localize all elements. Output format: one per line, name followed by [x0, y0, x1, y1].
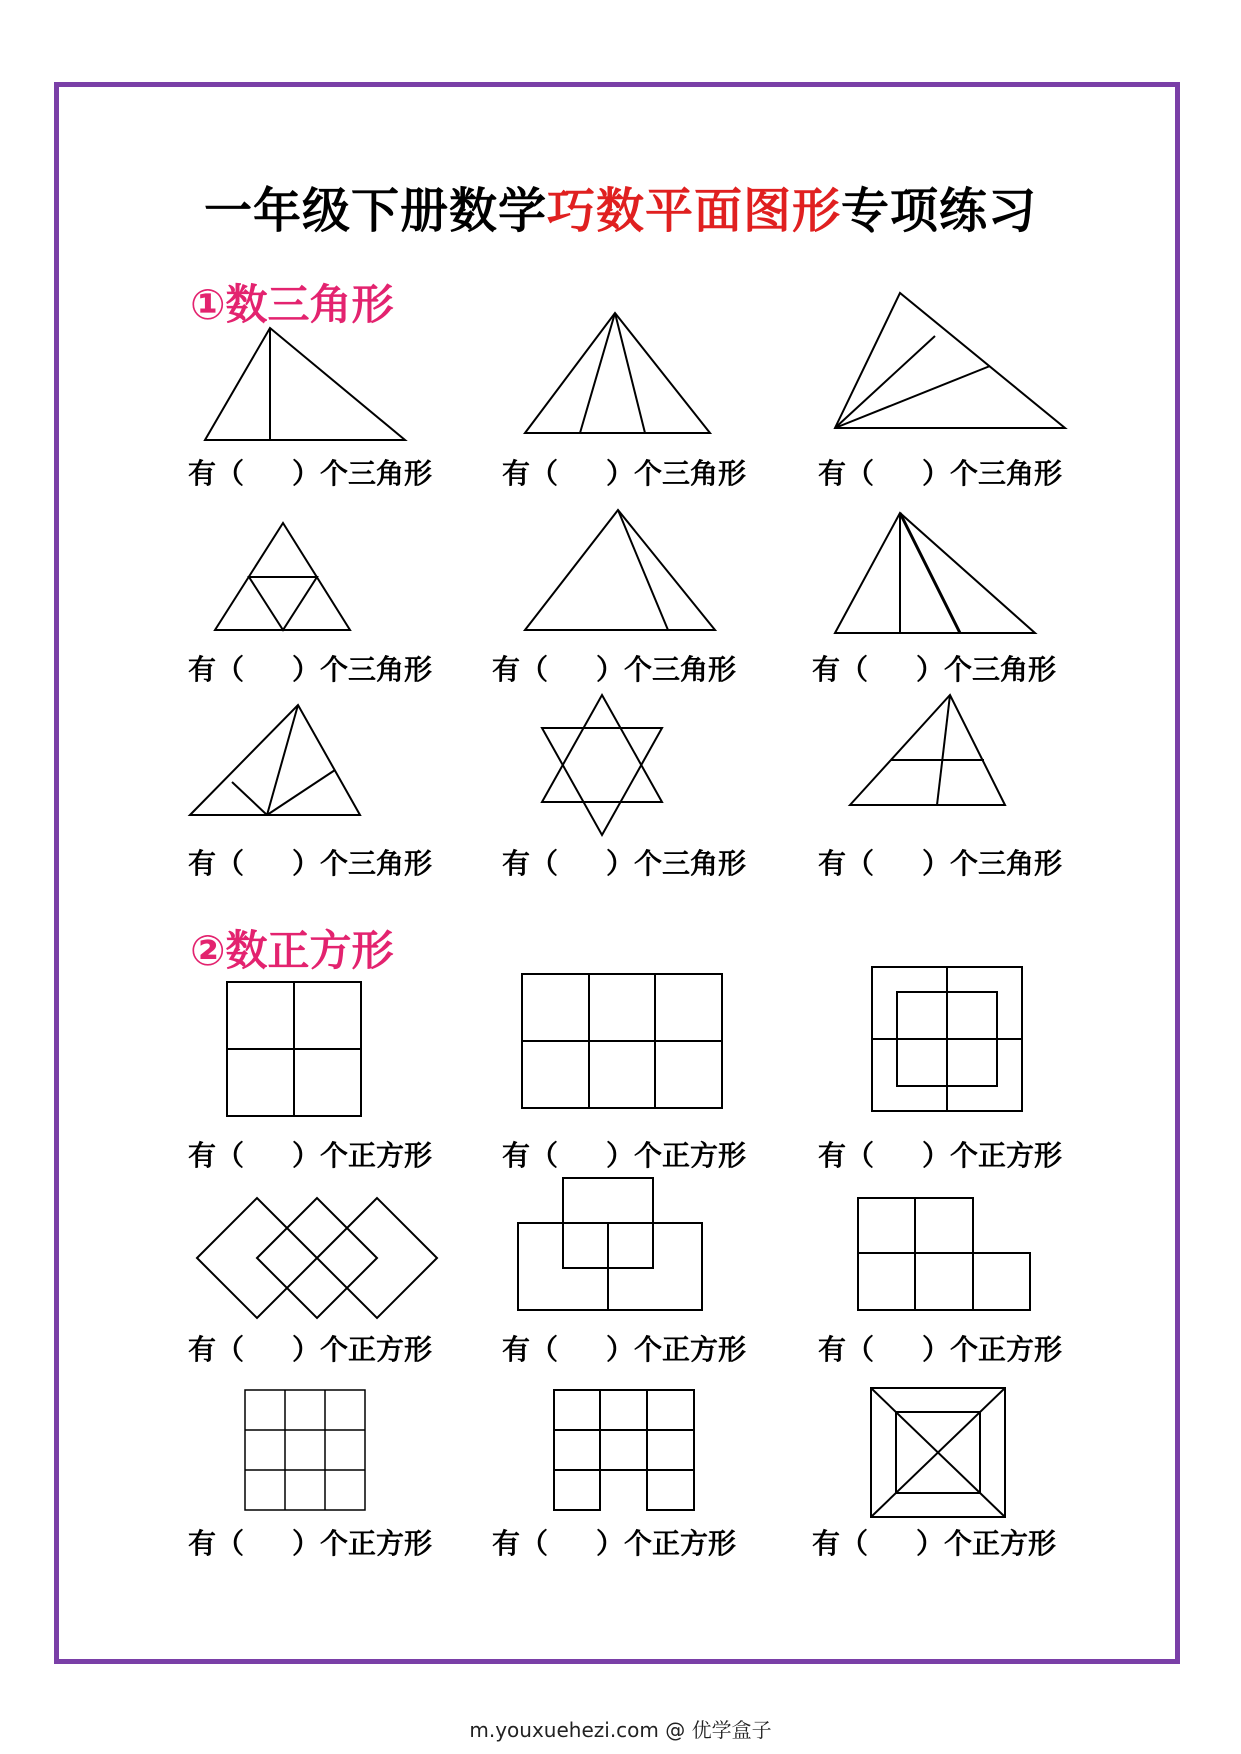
- triangle-figure-6: [830, 508, 1040, 638]
- triangle-answer-3: 有（ ）个三角形: [818, 457, 1063, 490]
- triangle-figure-2: [520, 308, 720, 438]
- square-answer-8: 有（ ）个正方形: [492, 1527, 737, 1560]
- triangle-figure-7: [185, 700, 365, 820]
- title-part2: 专项练习: [841, 183, 1038, 239]
- section-heading-triangles: ①数三角形: [190, 280, 394, 329]
- triangle-figure-5: [520, 505, 720, 635]
- page-title: [0, 172, 1241, 241]
- section-heading-squares: ②数正方形: [190, 926, 394, 975]
- square-figure-9: [868, 1385, 1008, 1520]
- square-figure-7-grid: [243, 1388, 368, 1513]
- square-answer-2: 有（ ）个正方形: [502, 1139, 747, 1172]
- triangle-figure-1: [200, 320, 410, 445]
- square-figure-1: [225, 980, 365, 1120]
- square-figure-8: [552, 1388, 697, 1513]
- square-answer-5: 有（ ）个正方形: [502, 1333, 747, 1366]
- square-answer-7: 有（ ）个正方形: [188, 1527, 433, 1560]
- square-answer-4: 有（ ）个正方形: [188, 1333, 433, 1366]
- square-figure-4-diamonds: [192, 1193, 442, 1323]
- square-figure-2: [520, 972, 725, 1112]
- triangle-answer-9: 有（ ）个三角形: [818, 847, 1063, 880]
- square-answer-9: 有（ ）个正方形: [812, 1527, 1057, 1560]
- triangle-answer-7: 有（ ）个三角形: [188, 847, 433, 880]
- title-part1: 一年级下册数学: [203, 183, 547, 239]
- footer-watermark: m.youxuehezi.com @ 优学盒子: [469, 1718, 772, 1742]
- triangle-answer-2: 有（ ）个三角形: [502, 457, 747, 490]
- triangle-figure-8-star: [530, 690, 675, 840]
- square-answer-1: 有（ ）个正方形: [188, 1139, 433, 1172]
- square-figure-6: [855, 1195, 1035, 1315]
- square-figure-5: [515, 1175, 705, 1315]
- title-highlight: 巧数平面图形: [546, 183, 841, 239]
- triangle-answer-5: 有（ ）个三角形: [492, 653, 737, 686]
- triangle-figure-4: [210, 520, 360, 635]
- triangle-answer-8: 有（ ）个三角形: [502, 847, 747, 880]
- triangle-answer-4: 有（ ）个三角形: [188, 653, 433, 686]
- triangle-answer-6: 有（ ）个三角形: [812, 653, 1057, 686]
- triangle-figure-3: [830, 288, 1070, 433]
- square-figure-3: [870, 965, 1025, 1115]
- square-answer-6: 有（ ）个正方形: [818, 1333, 1063, 1366]
- triangle-figure-9: [845, 690, 1010, 810]
- triangle-answer-1: 有（ ）个三角形: [188, 457, 433, 490]
- square-answer-3: 有（ ）个正方形: [818, 1139, 1063, 1172]
